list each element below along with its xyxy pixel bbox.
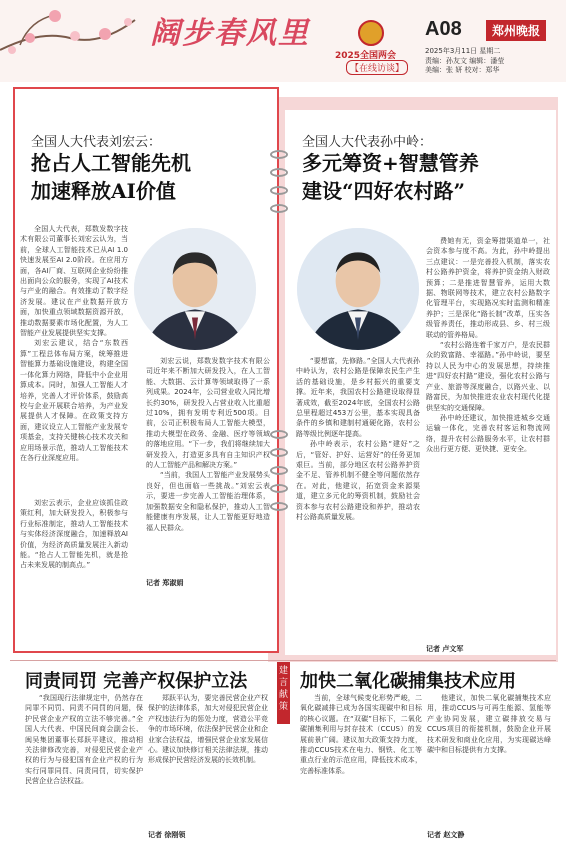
right-col2-text: 费她有无，资金筹措渠道单一，社会资本参与度不高。为此，孙中岭提出三点建议：一是完善投入机制，落实农村公路养护资金，将养护资金纳入财政预算；二是推进智慧管养，运用大数据、物联网等技术，建立农村公路数字化管理平台，实现路况实时监测和精准养护；三是深化“路长制”改革，压实各级管养责任，推动形成县、乡、村三级联动的管养格局。 “农村公路连着千家万户，是农民群众的致富路、幸福路。”孙中岭说，要坚持以人民为中心的发展思想，持续推进“四好农村路”建设，强化农村公路与产业、旅游等深度融合，以路兴业、以路富民，为加快推进农业农村现代化提供坚实的交通保障。 孙中岭还建议，加快推进城乡交通运输一体化，完善农村客运和物流网络，提升农村公路服务水平，让农村群众出行更方便、更快捷、更安全。 — [426, 237, 550, 454]
lianghui-label: 2025全国两会 — [335, 51, 397, 61]
section-ribbon: 建言献策 — [277, 662, 290, 724]
issue-date: 2025年3月11日 星期二 — [425, 47, 501, 55]
portrait-liu-hongyun — [134, 228, 256, 350]
left-col1-text: 全国人大代表，郑数发数字技术有限公司董事长刘宏云认为，当前，全球人工智能技术已从AI 1.0快速发展至AI 2.0阶段。在应用方面，各AI厂商、互联网企业纷纷推出面向公众的服务，实现了AI技术与产业的融合。有效推动了数字经济发展。建议在产业数据开放方面，加快重点领域数据资源开放，推动数据要素市场化配置，为人工智能产业发展提供坚实支撑。 刘宏云建议，结合“东数西算”工程总体布局方案，统筹推进智能算力基础设施建设，构建全国一体化算力网络，降低中小企业用算成本。同时，加强人工智能人才培养，完善人才评价体系，鼓励高校与企业开展联合培养，为产业发展提供人才保障。在政策支持方面，建议设立人工智能产业发展专项基金，支持关键核心技术攻关和应用场景示范，推动人工智能技术在各行业深度应用。 — [20, 225, 128, 462]
column-label: 【在线访谈】 — [346, 60, 408, 75]
left-col1c-text: 刘宏云表示，企业应该抓住政策红利，加大研发投入，积极参与行业标准制定，推动人工智能技术与实体经济深度融合，加速释放AI价值，为经济高质量发展注入新动能。“抢占人工智能先机，就是抢占未来发展的制高点。” — [20, 499, 128, 570]
binder-rings-lower — [270, 430, 288, 520]
bottom-left-col1: “我国现行法律规定中，仍然存在同罪不同罚、同责不同罚的问题，保护民营企业产权的立法不够完善。”全国人大代表、中国民间商会副会长、闽吴集团董事长郑跃平建议，推动相关法律修改完善，对侵犯民营企业产权的行为与侵犯国有企业产权的行为实行同罪同罚、同责同罚，切实保护民营企业合法权益。 — [25, 694, 143, 786]
bottom-right-reporter: 记者 赵文静 — [427, 831, 465, 839]
bottom-left-headline: 同责同罚 完善产权保护立法 — [25, 671, 248, 692]
right-col1-text: “要想富，先修路。”全国人大代表孙中岭认为，农村公路是保障农民生产生活的基础设施，是乡村振兴的重要支撑。近年来，我国农村公路建设取得显著成效，截至2024年底，全国农村公路总里程超过453万公里，基本实现具备条件的乡镇和建制村通硬化路，农村公路等级比例逐年提高。 孙中岭表示，农村公路“建好”之后，“管好、护好、运营好”的任务更加艰巨。当前，部分地区农村公路养护资金不足、管养机制不健全等问题依然存在。对此，他建议，拓宽资金来源渠道，建立多元化的筹资机制，鼓励社会资本参与农村公路建设和养护，推动农村公路高质量发展。 — [296, 357, 420, 522]
plum-blossom-icon — [0, 0, 140, 70]
bottom-left-reporter: 记者 徐刚领 — [148, 831, 186, 839]
binder-rings — [270, 150, 288, 222]
bottom-left-col2: 郑跃平认为，要完善民营企业产权保护的法律体系，加大对侵犯民营企业产权违法行为的惩处力度，营造公平竞争的市场环境，依法保护民营企业和企业家合法权益，增强民营企业家发展信心。建议加快修订相关法律法规，推动形成保护民营经济发展的长效机制。 — [148, 694, 268, 765]
left-col2-text: 刘宏云说，郑数发数字技术有限公司近年来不断加大研发投入，在人工智能、大数据、云计算等领域取得了一系列成果。2024年，公司营业收入同比增长约30%，研发投入占营业收入比重超过10%，拥有发明专利近500项。目前，公司正积极布局人工智能大模型，推动大模型在政务、金融、医疗等领域的落地应用。“下一步，我们将继续加大研发投入，打造更多具有自主知识产权的人工智能产品和解决方案。” “当前，我国人工智能产业发展势头良好，但也面临一些挑战。”刘宏云表示，要进一步完善人工智能治理体系，加强数据安全和隐私保护，推动人工智能健康有序发展，让人工智能更好地造福人民群众。 — [146, 357, 270, 532]
column-title: 阔步春风里 — [150, 16, 310, 51]
left-reporter: 记者 郑淑娟 — [146, 579, 184, 587]
right-reporter: 记者 卢文军 — [426, 645, 464, 653]
right-headline-line1: 多元筹资+智慧管养 — [302, 151, 479, 175]
right-headline-line2: 建设“四好农村路” — [302, 179, 466, 203]
bottom-right-headline: 加快二氧化碳捕集技术应用 — [300, 671, 516, 692]
left-headline-line1: 抢占人工智能先机 — [31, 151, 191, 175]
bottom-right-col2: 他建议，加快二氧化碳捕集技术应用，推动CCUS与可再生能源、氢能等产业协同发展，建立碳排放交易与CCUS项目的衔接机制，鼓励企业开展技术研发和商业化应用，为实现碳达峰碳中和目标提供有力支撑。 — [427, 694, 551, 755]
section-divider — [10, 660, 556, 661]
editor-line: 责编：孙友文 编辑：潘莹 — [425, 57, 505, 65]
portrait-sun-zhongling — [297, 228, 419, 350]
paper-name: 郑州晚报 — [486, 20, 546, 41]
page-number: A08 — [425, 18, 462, 40]
lianghui-emblem-icon — [358, 20, 384, 46]
right-kicker: 全国人大代表孙中岭： — [302, 135, 433, 150]
left-kicker: 全国人大代表刘宏云： — [31, 135, 162, 150]
designer-line: 美编：张 妍 校对：郑华 — [425, 66, 500, 74]
bottom-right-col1: 当前，全球气候变化形势严峻，二氧化碳减排已成为各国实现碳中和目标的核心议题。在“双碳”目标下，二氧化碳捕集利用与封存技术（CCUS）的发展前景广阔。建议加大政策支持力度，推动CCUS技术在电力、钢铁、化工等重点行业的示范应用，降低技术成本，完善标准体系。 — [300, 694, 422, 775]
left-headline-line2: 加速释放AI价值 — [31, 179, 176, 203]
